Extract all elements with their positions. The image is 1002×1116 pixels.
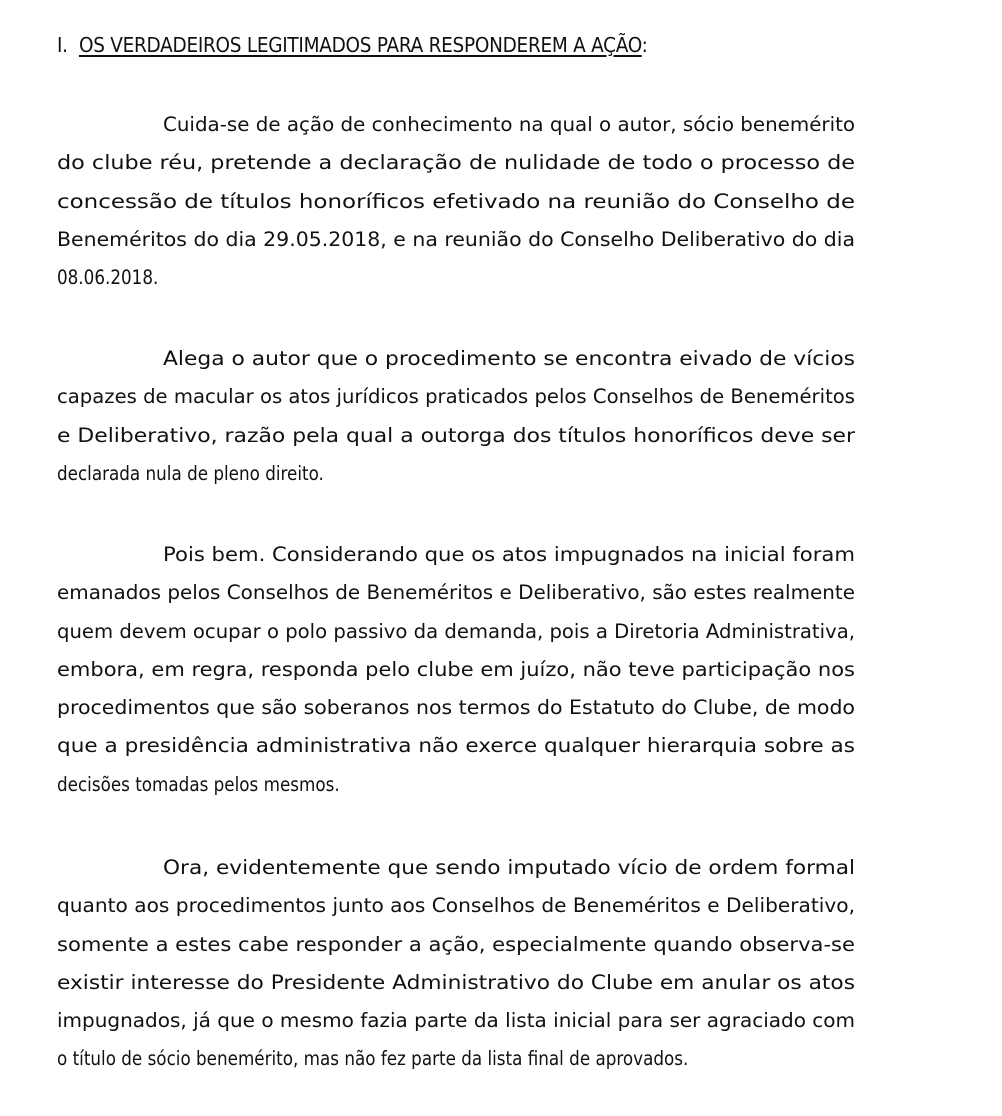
paragraph-line: do clube réu, pretende a declaração de nulidade de todo o processo de bbox=[57, 151, 856, 175]
section-title-colon: : bbox=[641, 33, 648, 57]
paragraph-line: declarada nula de pleno direito. bbox=[57, 461, 324, 485]
paragraph-line: Pois bem. Considerando que os atos impugnados na inicial foram bbox=[163, 543, 855, 566]
paragraph-line: Ora, evidentemente que sendo imputado vício de ordem formal bbox=[163, 856, 855, 879]
paragraph-line: decisões tomadas pelos mesmos. bbox=[57, 772, 340, 796]
paragraph-line: Cuida-se de ação de conhecimento na qual o autor, sócio benemérito bbox=[163, 113, 856, 136]
paragraph-line: quem devem ocupar o polo passivo da demanda, pois a Diretoria Administrativa, bbox=[57, 619, 855, 643]
paragraph-line: que a presidência administrativa não exerce qualquer hierarquia sobre as bbox=[57, 734, 855, 758]
paragraph-line: 08.06.2018. bbox=[57, 266, 159, 290]
paragraph-line: Beneméritos do dia 29.05.2018, e na reunião do Conselho Deliberativo do dia bbox=[57, 227, 856, 251]
underlined-line: impugnados, já que o mesmo fazia parte da lista inicial para ser agraciado com bbox=[57, 1009, 856, 1033]
paragraph-line: procedimentos que são soberanos nos termos do Estatuto do Clube, de modo bbox=[57, 696, 855, 720]
paragraph-3 bbox=[57, 536, 855, 804]
paragraph-line: e Deliberativo, razão pela qual a outorga dos títulos honoríficos deve ser bbox=[57, 423, 855, 447]
paragraph-4 bbox=[57, 849, 855, 1079]
paragraph-line: somente a estes cabe responder a ação, especialmente quando observa-se bbox=[57, 932, 856, 956]
underlined-line: existir interesse do Presidente Administrativo do Clube em anular os atos bbox=[57, 970, 856, 994]
section-number: I. bbox=[57, 33, 68, 57]
underlined-line: o título de sócio benemérito, mas não fez parte da lista final de aprovados. bbox=[57, 1047, 689, 1071]
paragraph-2 bbox=[57, 340, 855, 493]
paragraph-line: concessão de títulos honoríficos efetivado na reunião do Conselho de bbox=[57, 189, 855, 213]
paragraph-line: embora, em regra, responda pelo clube em juízo, não teve participação nos bbox=[57, 657, 855, 681]
section-heading bbox=[57, 30, 648, 60]
paragraph-line: emanados pelos Conselhos de Beneméritos e Deliberativo, são estes realmente bbox=[57, 581, 856, 605]
paragraph-line: quanto aos procedimentos junto aos Conselhos de Beneméritos e Deliberativo, bbox=[57, 894, 856, 918]
section-title: OS VERDADEIROS LEGITIMADOS PARA RESPONDEREM A AÇÃO bbox=[78, 33, 642, 57]
paragraph-line: Alega o autor que o procedimento se encontra eivado de vícios bbox=[163, 347, 856, 370]
paragraph-line: capazes de macular os atos jurídicos praticados pelos Conselhos de Beneméritos bbox=[57, 385, 855, 409]
paragraph-1 bbox=[57, 106, 855, 297]
